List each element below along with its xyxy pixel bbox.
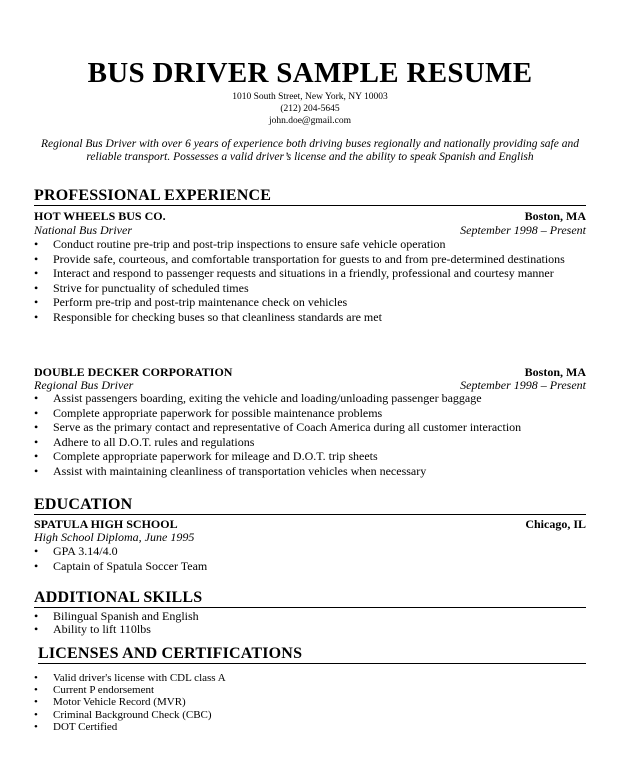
list-item: • Current P endorsement: [34, 684, 586, 696]
list-item: • GPA 3.14/4.0: [34, 544, 586, 559]
list-item: • Assist with maintaining cleanliness of transportation vehicles when necessary: [34, 464, 586, 479]
job-role: National Bus Driver: [34, 223, 132, 237]
list-item: • Captain of Spatula Soccer Team: [34, 559, 586, 574]
job-dates: September 1998 – Present: [460, 223, 586, 237]
skills-bullets: [34, 610, 586, 635]
list-item: • Conduct routine pre-trip and post-trip inspections to ensure safe vehicle operation: [34, 237, 586, 252]
summary: Regional Bus Driver with over 6 years of experience both driving buses regionally and nationally providing safe and reliable transport. Possesses a valid driver’s license and the ability to speak Spanish and English: [41, 138, 579, 163]
list-item: • Provide safe, courteous, and comfortable transportation for guests to and from pre-determined destinations: [34, 252, 586, 267]
job-dates: September 1998 – Present: [460, 378, 586, 392]
list-item: • Responsible for checking buses so that cleanliness standards are met: [34, 310, 586, 325]
job-bullets: [34, 391, 586, 478]
section-heading-experience: PROFESSIONAL EXPERIENCE: [34, 187, 586, 206]
list-item: • Interact and respond to passenger requests and situations in a friendly, professional and courtesy manner: [34, 266, 586, 281]
section-heading-licenses: LICENSES AND CERTIFICATIONS: [38, 645, 586, 664]
job-role: Regional Bus Driver: [34, 378, 134, 392]
school-name: SPATULA HIGH SCHOOL: [34, 517, 178, 531]
list-item: • Bilingual Spanish and English: [34, 610, 586, 623]
list-item: • Complete appropriate paperwork for possible maintenance problems: [34, 406, 586, 421]
list-item: • Assist passengers boarding, exiting the vehicle and loading/unloading passenger baggage: [34, 391, 586, 406]
company-name: HOT WHEELS BUS CO.: [34, 209, 166, 223]
section-heading-education: EDUCATION: [34, 496, 586, 515]
section-heading-skills: ADDITIONAL SKILLS: [34, 589, 586, 608]
list-item: • Perform pre-trip and post-trip maintenance check on vehicles: [34, 295, 586, 310]
job-bullets: [34, 237, 586, 324]
school-location: Chicago, IL: [525, 517, 586, 531]
list-item: • Adhere to all D.O.T. rules and regulations: [34, 435, 586, 450]
education-bullets: [34, 544, 586, 573]
resume-title: BUS DRIVER SAMPLE RESUME: [87, 57, 533, 89]
list-item: • Serve as the primary contact and representative of Coach America during all customer interaction: [34, 420, 586, 435]
list-item: • Valid driver's license with CDL class A: [34, 672, 586, 684]
degree: High School Diploma, June 1995: [34, 530, 195, 544]
list-item: • Strive for punctuality of scheduled times: [34, 281, 586, 296]
address: 1010 South Street, New York, NY 10003: [232, 92, 388, 102]
job-location: Boston, MA: [524, 365, 586, 379]
licenses-bullets: [34, 672, 586, 733]
job-location: Boston, MA: [524, 209, 586, 223]
list-item: • Ability to lift 110lbs: [34, 623, 586, 636]
company-name: DOUBLE DECKER CORPORATION: [34, 365, 233, 379]
phone: (212) 204-5645: [280, 104, 340, 114]
list-item: • Complete appropriate paperwork for mileage and D.O.T. trip sheets: [34, 449, 586, 464]
list-item: • DOT Certified: [34, 721, 586, 733]
list-item: • Criminal Background Check (CBC): [34, 709, 586, 721]
list-item: • Motor Vehicle Record (MVR): [34, 696, 586, 708]
email: john.doe@gmail.com: [268, 116, 352, 126]
